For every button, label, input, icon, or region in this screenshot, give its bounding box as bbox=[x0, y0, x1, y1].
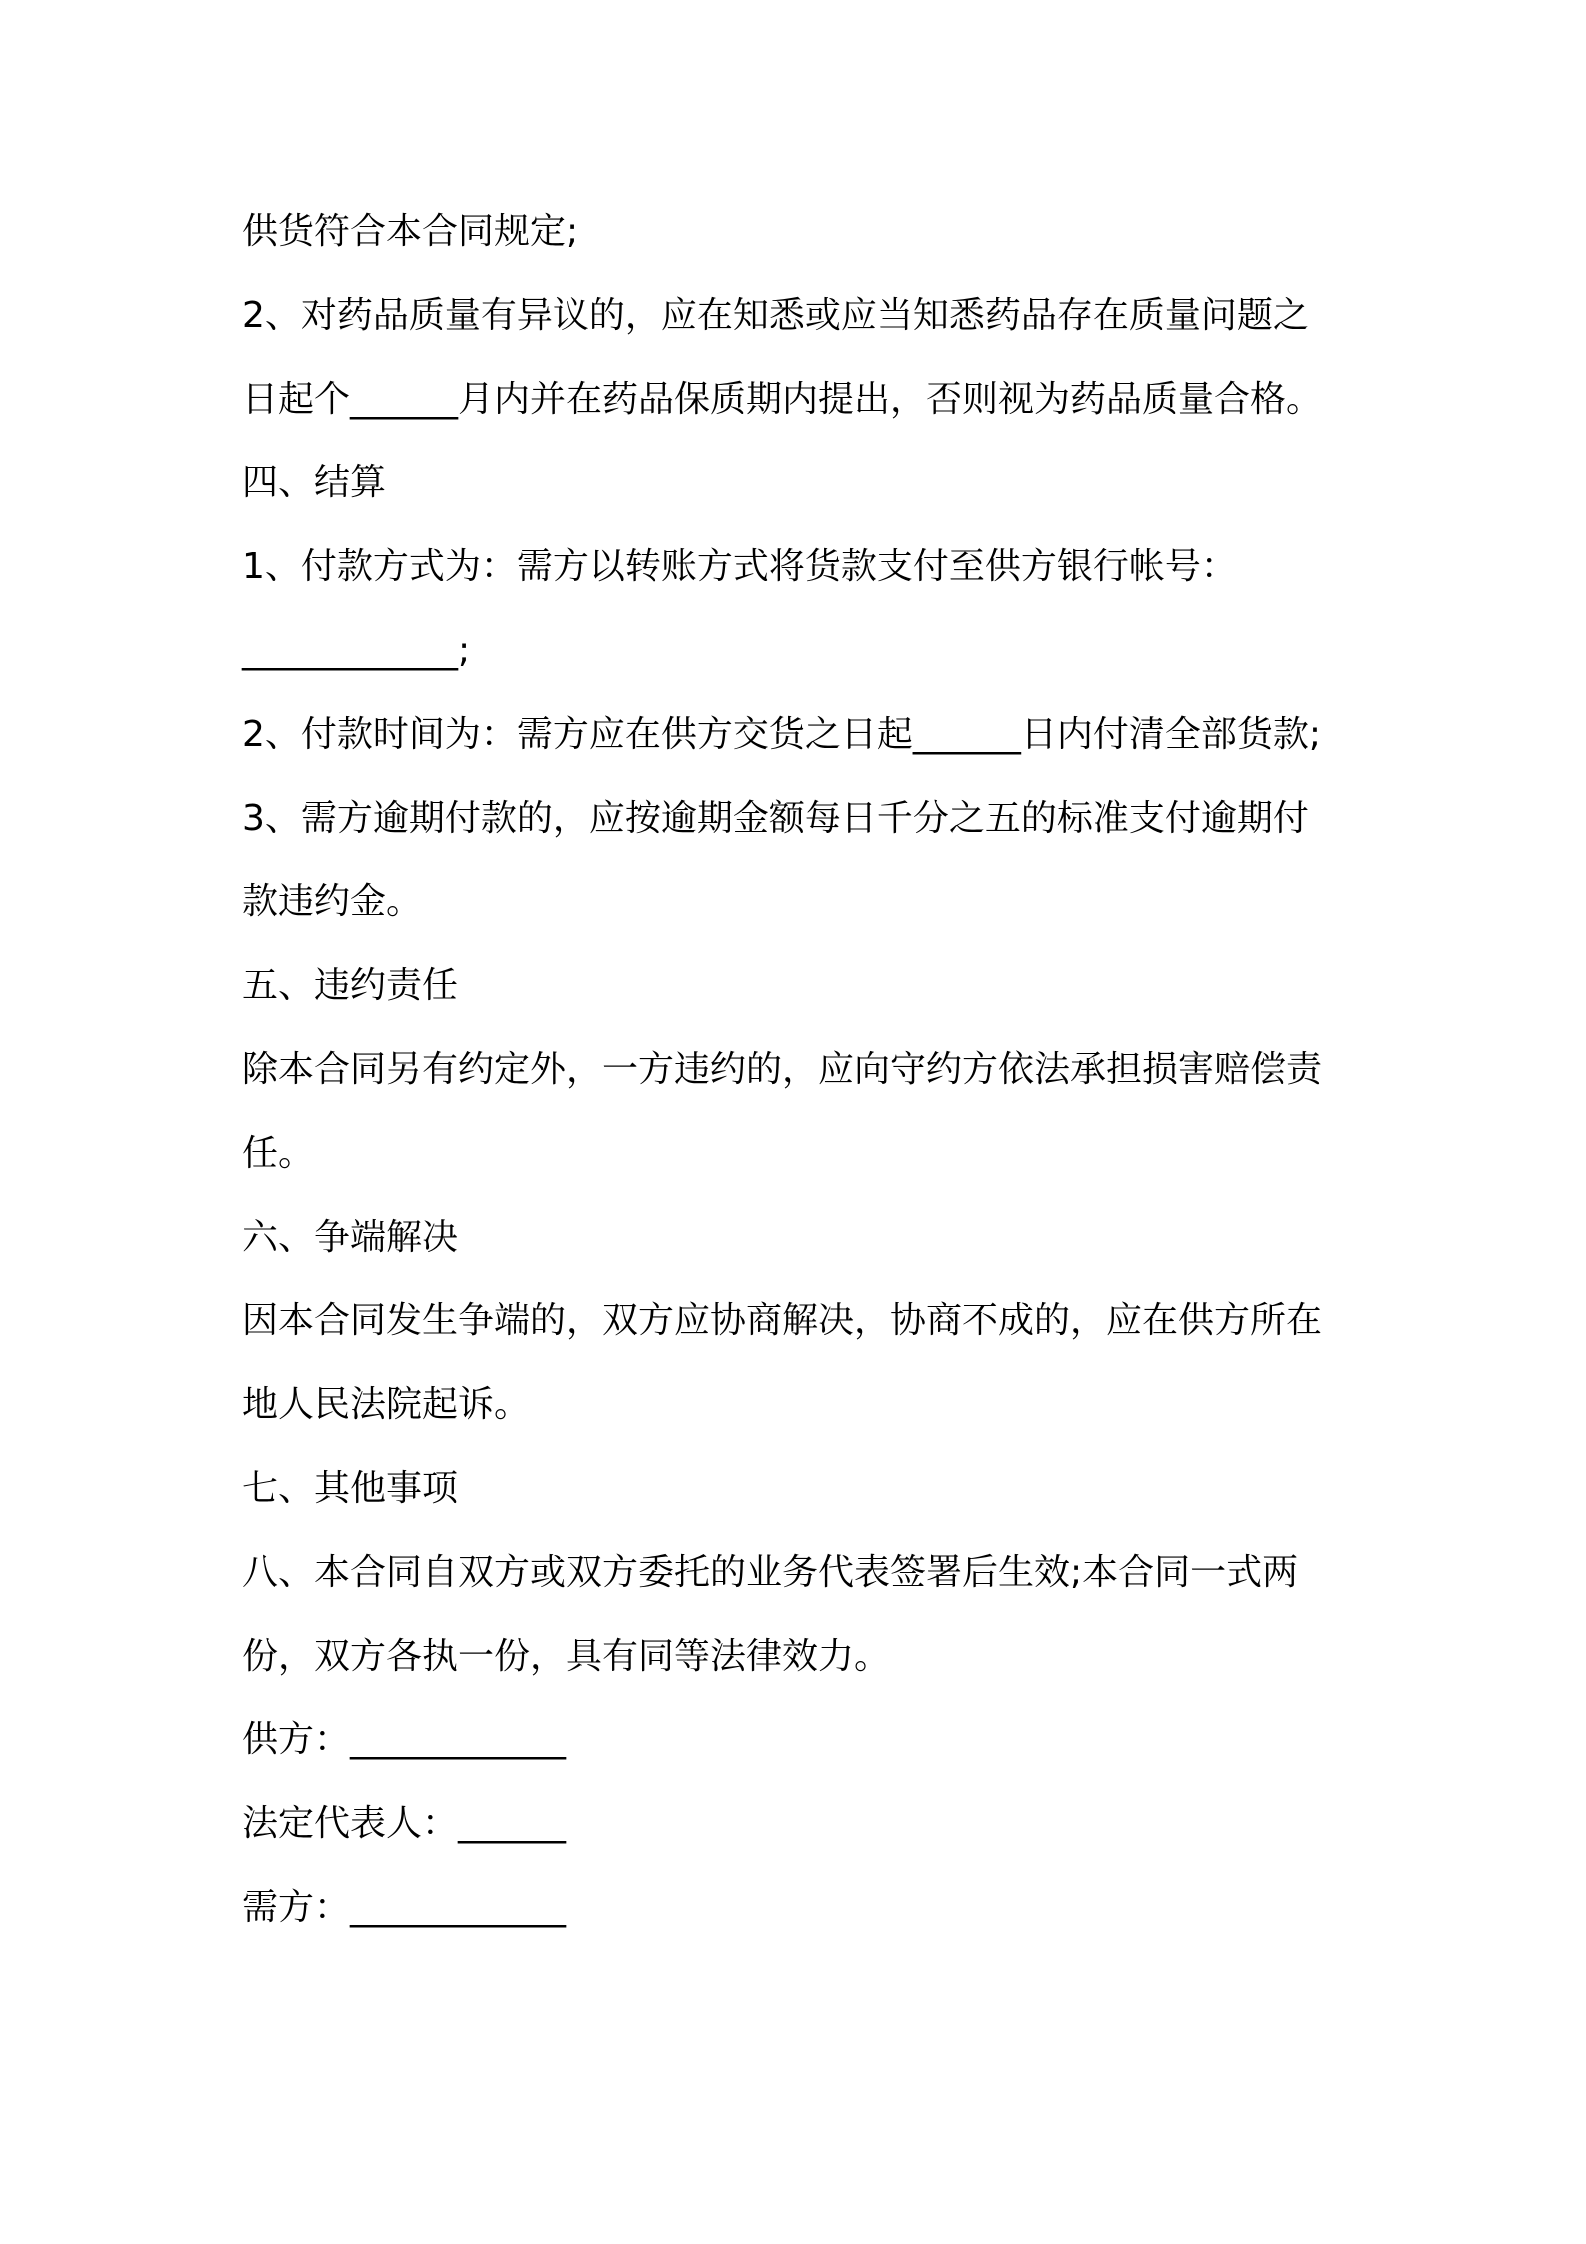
signature-line-legal-representative: 法定代表人：______ bbox=[242, 1803, 567, 1845]
text-line: 因本合同发生争端的，双方应协商解决，协商不成的，应在供方所在 bbox=[242, 1300, 1323, 1342]
text-line: 1、付款方式为：需方以转账方式将货款支付至供方银行帐号： bbox=[242, 546, 1237, 588]
text-line: 3、需方逾期付款的，应按逾期金额每日千分之五的标准支付逾期付 bbox=[242, 797, 1309, 839]
contract-body bbox=[242, 190, 1372, 1950]
section-heading: 四、结算 bbox=[242, 462, 387, 504]
text-line: 八、本合同自双方或双方委托的业务代表签署后生效;本合同一式两 bbox=[242, 1551, 1299, 1593]
text-line: 日起个______月内并在药品保质期内提出，否则视为药品质量合格。 bbox=[242, 378, 1323, 420]
text-line: 地人民法院起诉。 bbox=[242, 1384, 531, 1426]
text-line: ____________; bbox=[242, 629, 471, 671]
text-line: 款违约金。 bbox=[242, 881, 423, 923]
text-line: 供货符合本合同规定; bbox=[242, 211, 579, 252]
section-heading: 七、其他事项 bbox=[242, 1467, 459, 1509]
section-heading: 六、争端解决 bbox=[242, 1216, 459, 1258]
signature-line-buyer: 需方：____________ bbox=[242, 1886, 567, 1928]
signature-line-supplier: 供方：____________ bbox=[242, 1719, 567, 1761]
text-line: 任。 bbox=[242, 1132, 315, 1174]
section-heading: 五、违约责任 bbox=[242, 965, 459, 1007]
text-line: 2、对药品质量有异议的，应在知悉或应当知悉药品存在质量问题之 bbox=[242, 294, 1309, 336]
text-line: 2、付款时间为：需方应在供方交货之日起______日内付清全部货款; bbox=[242, 713, 1322, 755]
text-line: 除本合同另有约定外，一方违约的，应向守约方依法承担损害赔偿责 bbox=[242, 1048, 1323, 1090]
text-line: 份，双方各执一份，具有同等法律效力。 bbox=[242, 1635, 891, 1677]
